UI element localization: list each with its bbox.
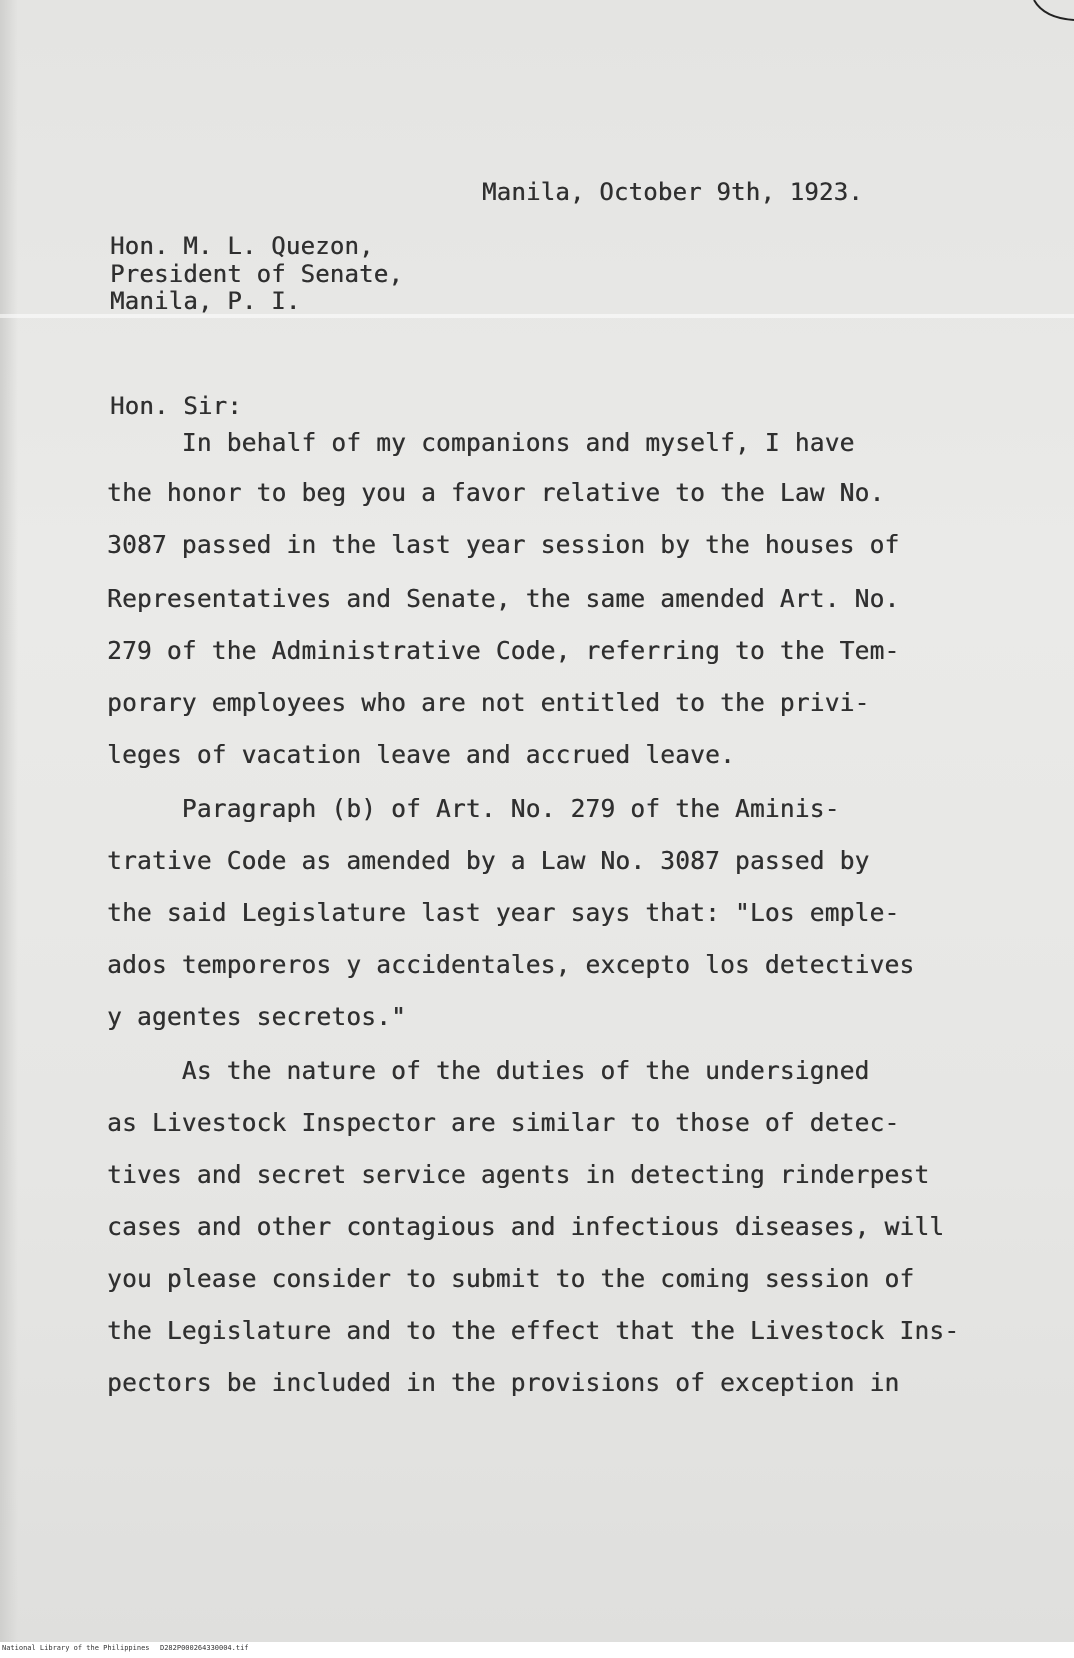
body-line: y agentes secretos."	[107, 1002, 407, 1031]
archive-footer	[0, 1642, 1074, 1658]
body-line: Paragraph (b) of Art. No. 279 of the Aminis-	[107, 794, 840, 823]
body-line: In behalf of my companions and myself, I have	[107, 428, 855, 457]
body-line: ados temporeros y accidentales, excepto los detectives	[107, 950, 915, 979]
body-line: 3087 passed in the last year session by the houses of	[107, 530, 900, 559]
corner-curl-mark	[1014, 0, 1074, 30]
body-line: as Livestock Inspector are similar to those of detec-	[107, 1108, 900, 1137]
letter-dateline: Manila, October 9th, 1923.	[482, 178, 863, 206]
body-line: 279 of the Administrative Code, referring to the Tem-	[107, 636, 900, 665]
letter-salutation: Hon. Sir:	[110, 392, 242, 420]
body-line: As the nature of the duties of the undersigned	[107, 1056, 870, 1085]
body-line: Representatives and Senate, the same amended Art. No.	[107, 584, 900, 613]
body-line: leges of vacation leave and accrued leave.	[107, 740, 735, 769]
recipient-location: Manila, P. I.	[110, 287, 301, 315]
body-line: the said Legislature last year says that: "Los emple-	[107, 898, 900, 927]
body-line: cases and other contagious and infectious diseases, will	[107, 1212, 945, 1241]
body-line: porary employees who are not entitled to the privi-	[107, 688, 870, 717]
recipient-name: Hon. M. L. Quezon,	[110, 232, 374, 260]
archive-filename: D282P000264330004.tif	[160, 1644, 249, 1652]
recipient-title: President of Senate,	[110, 260, 403, 288]
body-line: trative Code as amended by a Law No. 3087 passed by	[107, 846, 870, 875]
body-line: you please consider to submit to the coming session of	[107, 1264, 915, 1293]
body-line: tives and secret service agents in detecting rinderpest	[107, 1160, 930, 1189]
body-line: the Legislature and to the effect that the Livestock Ins-	[107, 1316, 960, 1345]
body-line: pectors be included in the provisions of exception in	[107, 1368, 900, 1397]
body-line: the honor to beg you a favor relative to the Law No.	[107, 478, 885, 507]
archive-source: National Library of the Philippines	[2, 1644, 150, 1652]
page-edge-shadow	[0, 0, 18, 1642]
